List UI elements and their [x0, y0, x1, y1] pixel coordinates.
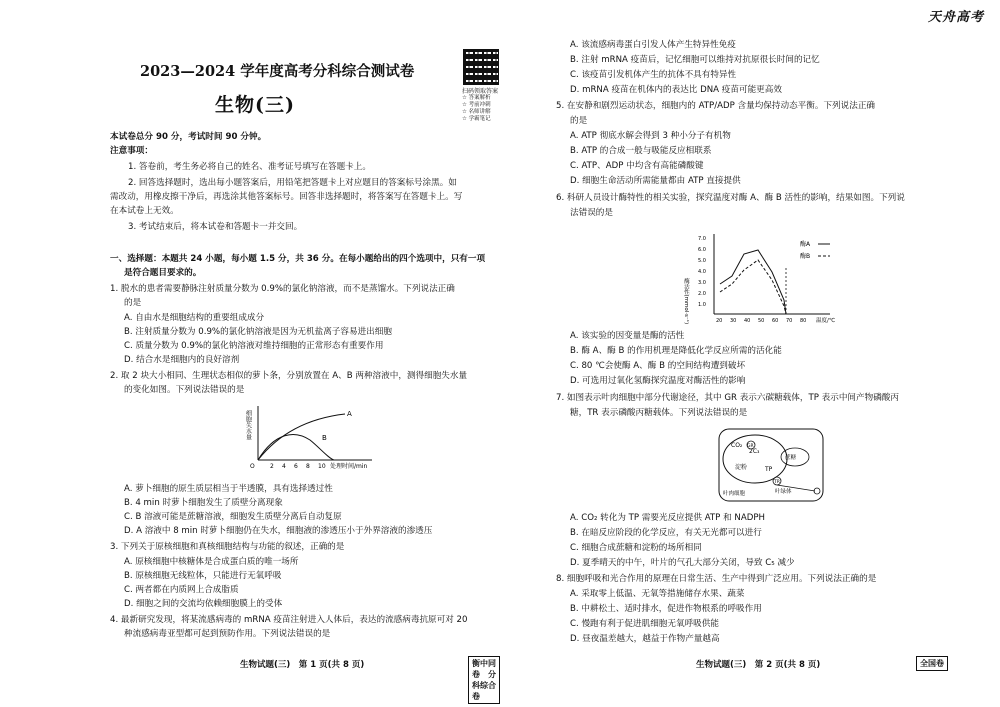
q6-ytick: 5.0 [698, 258, 706, 264]
q6-option-d[interactable]: D. 可选用过氧化氢酶探究温度对酶活性的影响 [570, 376, 746, 386]
q1-option-b[interactable]: B. 注射质量分数为 0.9%的氯化钠溶液是因为无机盐离子容易进出细胞 [124, 327, 392, 337]
brand-logo: 天舟高考 [927, 10, 984, 25]
q5-option-d[interactable]: D. 细胞生命活动所需能量都由 ATP 直接提供 [570, 176, 741, 186]
qr-code-icon[interactable] [463, 49, 499, 85]
q8-option-d[interactable]: D. 昼夜温差越大，越益于作物产量越高 [570, 634, 720, 644]
q2-ylabel: 细胞失水量 [244, 410, 252, 440]
q2-series-b-label: B [322, 434, 327, 442]
q8-option-a[interactable]: A. 采取零上低温、无氧等措施储存水果、蔬菜 [570, 589, 745, 599]
q2-chart-axes [258, 406, 372, 460]
q6-ytick: 7.0 [698, 236, 706, 242]
notice-line: 3. 考试结束后，将本试卷和答题卡一并交回。 [128, 222, 303, 232]
q6-legend-b: 酶B [800, 253, 811, 260]
q2-chart [240, 402, 380, 474]
qr-label: 扫码领取答案 [461, 88, 498, 95]
q6-ytick: 2.0 [698, 291, 706, 297]
qr-note: ☆ 学霸笔记 [462, 116, 491, 122]
footer-page-2: 生物试题(三) 第 2 页(共 8 页) [696, 660, 821, 670]
subject-title: 生物(三) [215, 94, 295, 116]
q5-option-a[interactable]: A. ATP 彻底水解会得到 3 种小分子有机物 [570, 131, 731, 141]
q2-series-a [258, 414, 345, 460]
q3-stem: 3. 下列关于原核细胞和真核细胞结构与功能的叙述，正确的是 [110, 542, 345, 552]
footer-badge-national: 全国卷 [916, 656, 948, 671]
q6-chart [680, 228, 850, 324]
q8-option-b[interactable]: B. 中耕松土、适时排水，促进作物根系的呼吸作用 [570, 604, 762, 614]
q2-series-a-label: A [347, 410, 352, 418]
q2-xtick: 2 [270, 463, 274, 470]
q2-option-a[interactable]: A. 萝卜细胞的原生质层相当于半透膜，具有选择透过性 [124, 484, 333, 494]
q4-option-c[interactable]: C. 该疫苗引发机体产生的抗体不具有特异性 [570, 70, 737, 80]
label-tr: TR [774, 480, 780, 485]
q6-xtick: 20 [716, 318, 723, 324]
q7-stem: 糖，TR 表示磷酸丙糖载体。下列说法错误的是 [570, 408, 748, 418]
q6-xtick: 40 [744, 318, 751, 324]
q1-stem: 1. 脱水的患者需要静脉注射质量分数为 0.9%的氯化钠溶液，而不是蒸馏水。下列说法正确 [110, 284, 455, 294]
q8-stem: 8. 细胞呼吸和光合作用的原理在日常生活、生产中得到广泛应用。下列说法正确的是 [556, 574, 877, 584]
q6-ytick: 6.0 [698, 247, 706, 253]
q6-ytick: 1.0 [698, 302, 706, 308]
notice-line: 需改动，用橡皮擦干净后，再选涂其他答案标号。回答非选择题时，将答案写在答题卡上。写 [110, 192, 463, 202]
q8-option-c[interactable]: C. 慢跑有利于促进肌细胞无氧呼吸供能 [570, 619, 719, 629]
q7-option-d[interactable]: D. 夏季晴天的中午，叶片的气孔大部分关闭，导致 C₅ 减少 [570, 558, 795, 568]
q6-ytick: 4.0 [698, 269, 706, 275]
notice-line: 1. 答卷前，考生务必将自己的姓名、准考证号填写在答题卡上。 [128, 162, 371, 172]
label-tp: TP [765, 466, 773, 473]
label-c3: 2C₃ [749, 448, 760, 455]
q2-xtick: 6 [294, 463, 298, 470]
q1-option-a[interactable]: A. 自由水是细胞结构的重要组成成分 [124, 313, 265, 323]
q4-stem: 种流感病毒亚型都可起到预防作用。下列说法错误的是 [124, 629, 331, 639]
q6-xtick: 30 [730, 318, 737, 324]
section-heading: 一、选择题：本题共 24 小题，每小题 1.5 分，共 36 分。在每小题给出的四个选项中，只有一项 [110, 254, 486, 264]
q7-option-b[interactable]: B. 在暗反应阶段的化学反应，有关无光都可以进行 [570, 528, 762, 538]
q1-option-d[interactable]: D. 结合水是细胞内的良好溶剂 [124, 355, 240, 365]
footer-page-1: 生物试题(三) 第 1 页(共 8 页) [240, 660, 365, 670]
q3-option-c[interactable]: C. 两者都在内质网上合成脂质 [124, 585, 239, 595]
q6-legend-a: 酶A [800, 241, 811, 248]
q3-option-d[interactable]: D. 细胞之间的交流均依赖细胞膜上的受体 [124, 599, 283, 609]
q6-xtick: 50 [758, 318, 765, 324]
q6-option-a[interactable]: A. 该实验的因变量是酶的活性 [570, 331, 685, 341]
q4-stem: 4. 最新研究发现，将某流感病毒的 mRNA 疫苗注射进入人体后，表达的流感病毒抗原可对 20 [110, 615, 468, 625]
label-gr: GR [747, 444, 754, 449]
page-right [500, 0, 1000, 707]
footer-badge: 衡中同卷 分科综合卷 [468, 656, 500, 704]
q2-xlabel: 处理时间/min [330, 463, 368, 470]
q2-xtick: 10 [318, 463, 326, 470]
q7-option-c[interactable]: C. 细胞合成蔗糖和淀粉的场所相同 [570, 543, 702, 553]
q5-stem: 5. 在安静和剧烈运动状态，细胞内的 ATP/ADP 含量均保持动态平衡。下列说法正确 [556, 101, 876, 111]
q2-xtick: 4 [282, 463, 286, 470]
label-co2: CO₂ [731, 442, 743, 449]
q6-xtick: 70 [786, 318, 793, 324]
intro: 本试卷总分 90 分，考试时间 90 分钟。 [110, 132, 267, 142]
label-starch: 淀粉 [735, 464, 748, 471]
q6-option-c[interactable]: C. 80 ℃会使酶 A、酶 B 的空间结构遭到破坏 [570, 361, 746, 371]
q2-option-d[interactable]: D. A 溶液中 8 min 时萝卜细胞仍在失水，细胞液的渗透压小于外界溶液的渗透压 [124, 526, 433, 536]
qr-note: ☆ 答案解析 [462, 95, 491, 101]
notice-title: 注意事项： [110, 146, 153, 156]
q3-option-a[interactable]: A. 原核细胞中核糖体是合成蛋白质的唯一场所 [124, 557, 299, 567]
notice-line: 在本试卷上无效。 [110, 206, 179, 216]
qr-notes [462, 95, 498, 123]
section-heading: 是符合题目要求的。 [124, 268, 202, 278]
label-cell: 叶肉细胞 [723, 491, 746, 497]
q4-option-a[interactable]: A. 该流感病毒蛋白引发人体产生特异性免疫 [570, 40, 736, 50]
q1-option-c[interactable]: C. 质量分数为 0.9%的氯化钠溶液对维持细胞的正常形态有重要作用 [124, 341, 384, 351]
label-chloroplast: 叶绿体 [775, 489, 792, 495]
qr-note: ☆ 名师讲解 [462, 109, 491, 115]
q2-option-c[interactable]: C. B 溶液可能是蔗糖溶液，细胞发生质壁分离后自动复原 [124, 512, 342, 522]
q6-stem: 6. 科研人员设计酶特性的相关实验，探究温度对酶 A、酶 B 活性的影响，结果如图。下列说 [556, 193, 905, 203]
q6-xlabel: 温度/℃ [816, 318, 836, 324]
q2-stem: 2. 取 2 块大小相同、生理状态相似的萝卜条，分别放置在 A、B 两种溶液中，测得细胞失水量 [110, 371, 468, 381]
q6-ylabel: 酶活性(mmol·s⁻¹) [683, 278, 689, 324]
q6-stem: 法错误的是 [570, 208, 613, 218]
q2-option-b[interactable]: B. 4 min 时萝卜细胞发生了质壁分离现象 [124, 498, 283, 508]
q6-xtick: 60 [772, 318, 779, 324]
q4-option-b[interactable]: B. 注射 mRNA 疫苗后，记忆细胞可以维持对抗原很长时间的记忆 [570, 55, 820, 65]
q5-option-b[interactable]: B. ATP 的合成一般与吸能反应相联系 [570, 146, 712, 156]
q6-chart-axes [714, 234, 830, 314]
q3-option-b[interactable]: B. 原核细胞无线粒体，只能进行无氧呼吸 [124, 571, 282, 581]
notice-line: 2. 回答选择题时，选出每小题答案后，用铅笔把答题卡上对应题目的答案标号涂黑。如 [128, 178, 457, 188]
q5-option-c[interactable]: C. ATP、ADP 中均含有高能磷酸键 [570, 161, 704, 171]
q2-xtick: 8 [306, 463, 310, 470]
q6-xtick: 80 [800, 318, 807, 324]
q7-option-a[interactable]: A. CO₂ 转化为 TP 需要光反应提供 ATP 和 NADPH [570, 513, 765, 523]
q1-stem: 的是 [124, 298, 142, 308]
q6-option-b[interactable]: B. 酶 A、酶 B 的作用机理是降低化学反应所需的活化能 [570, 346, 782, 356]
q7-stem: 7. 如图表示叶肉细胞中部分代谢途径，其中 GR 表示六碳糖载体，TP 表示中间产物磷酸丙 [556, 393, 899, 403]
q6-series-enzyme-b [720, 260, 786, 314]
qr-note: ☆ 考前冲刺 [462, 102, 491, 108]
q2-stem: 的变化如图。下列说法错误的是 [124, 385, 245, 395]
q4-option-d[interactable]: D. mRNA 疫苗在机体内的表达比 DNA 疫苗可能更高效 [570, 85, 782, 95]
q6-ytick: 3.0 [698, 280, 706, 286]
q6-series-enzyme-a [720, 250, 786, 314]
q2-origin: O [250, 463, 255, 470]
q5-stem: 的是 [570, 116, 588, 126]
q7-diagram [715, 425, 827, 505]
label-sucrose: 蔗糖 [785, 455, 797, 461]
exam-title: 2023—2024 学年度高考分科综合测试卷 [140, 63, 415, 80]
